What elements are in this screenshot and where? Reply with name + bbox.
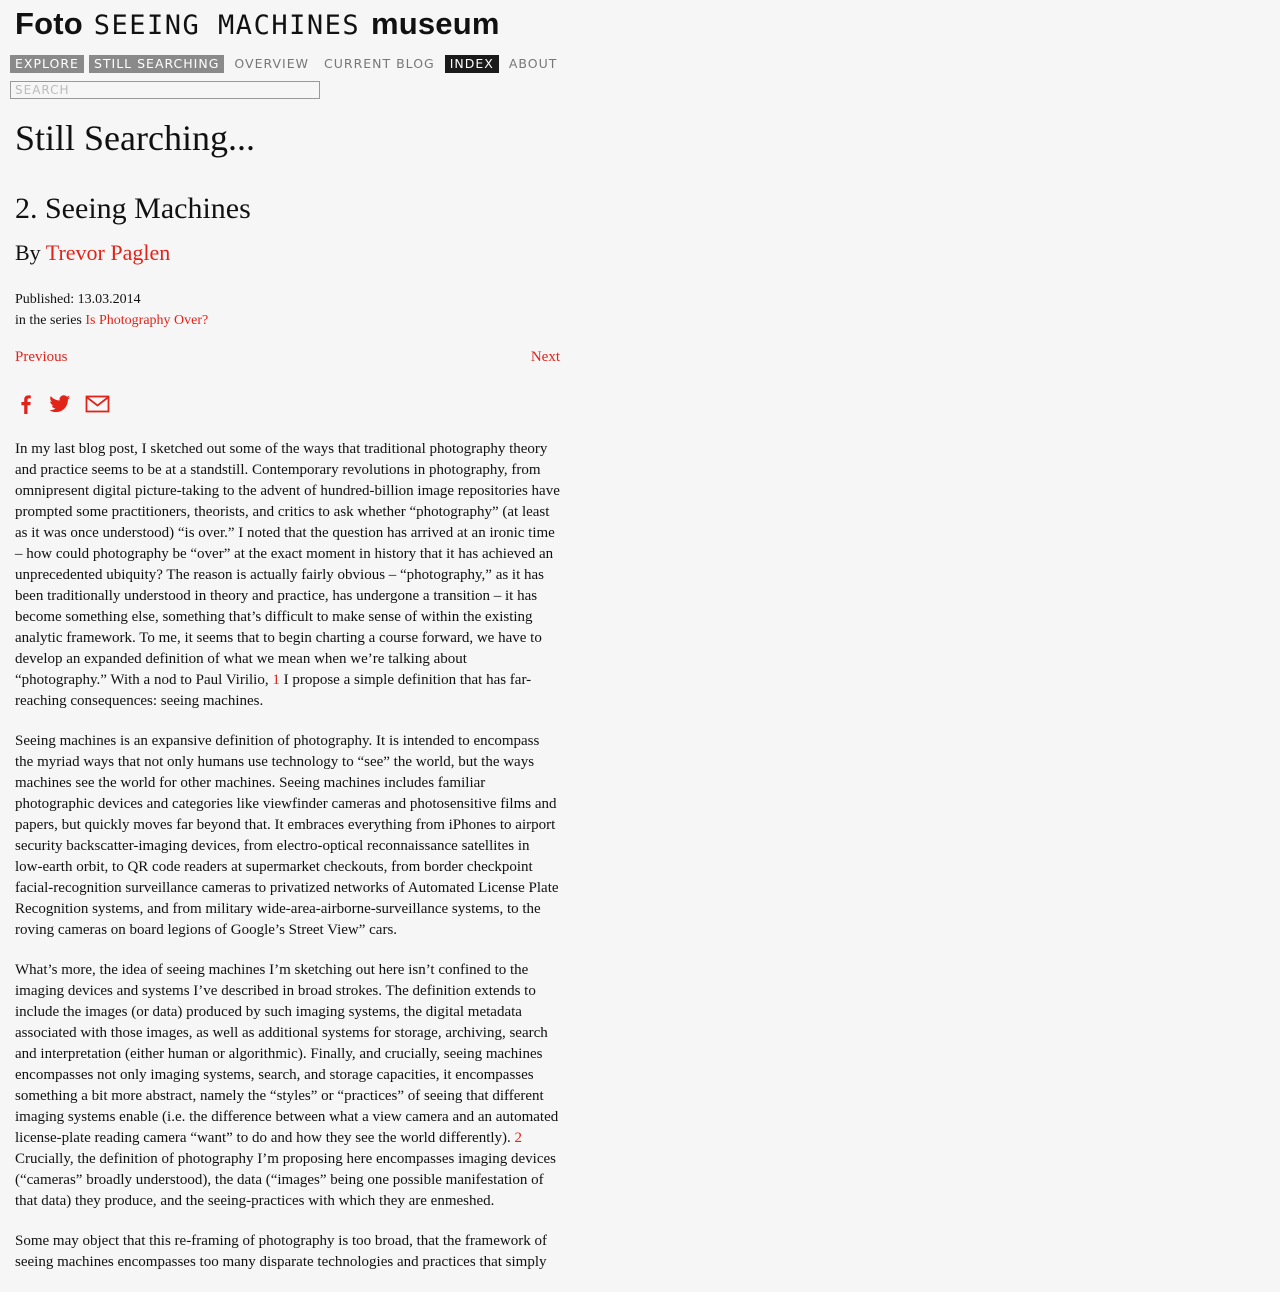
share-bar xyxy=(15,393,123,415)
email-icon[interactable] xyxy=(85,394,110,414)
paragraph-text: In my last blog post, I sketched out some of the ways that traditional photography theory and practice seems to be at a standstill. Contemporary revolutions in photography, from omnipresent digital picture-taking to the advent of hundred-billion image repositories have prompted some practitioners, theorists, and critics to ask whether “photography” (at least as it was once understood) “is over.” I noted that the question has arrived at an ironic time – how could photography be “over” at the exact moment in history that it has achieved an unprecedented ubiquity? The reason is actually fairly obvious – “photography,” as it has been traditionally understood in theory and practice, has undergone a transition – it has become something else, something that’s difficult to make sense of within the existing analytic framework. To me, it seems that to begin charting a course forward, we have to develop an expanded definition of what we mean when we’re talking about “photography.” With a nod to Paul Virilio, xyxy=(15,441,560,688)
logo-museum: museum xyxy=(370,6,500,41)
paragraph xyxy=(15,1231,560,1273)
previous-link[interactable]: Previous xyxy=(15,349,68,365)
paragraph-text: Crucially, the definition of photography I’m proposing here encompasses imaging devices (“cameras” broadly understood), the data (“images” being one possible manifestation of that data) they produce, and the seeing-practices with which they are enmeshed. xyxy=(15,1151,556,1209)
search-input[interactable] xyxy=(10,81,320,99)
paragraph-text: Seeing machines is an expansive definition of photography. It is intended to encompass the myriad ways that not only humans use technology to “see” the world, but the ways machines see the world for other machines. Seeing machines includes familiar photographic devices and categories like viewfinder cameras and photosensitive films and papers, but quickly moves far beyond that. It embraces everything from iPhones to airport security backscatter-imaging devices, from electro-optical reconnaissance satellites in low-earth orbit, to QR code readers at supermarket checkouts, from border checkpoint facial-recognition surveillance cameras to privatized networks of Automated License Plate Recognition systems, and from military wide-area-airborne-surveillance systems, to the roving cameras on board legions of Google’s Street View” cars. xyxy=(15,733,559,938)
nav-about[interactable]: ABOUT xyxy=(508,56,558,71)
post-title: 2. Seeing Machines xyxy=(15,192,251,225)
footnote-link[interactable]: 1 xyxy=(272,672,280,688)
series-line xyxy=(15,310,208,331)
series-title: Still Searching... xyxy=(15,118,255,158)
next-link[interactable]: Next xyxy=(530,349,560,365)
paragraph xyxy=(15,439,560,712)
paragraph-text: I propose a simple definition that has far-reaching consequences: seeing machines. xyxy=(15,672,532,709)
main-nav xyxy=(10,55,567,73)
article-body xyxy=(15,439,560,1292)
published-date: 13.03.2014 xyxy=(77,292,141,307)
nav-still-searching[interactable]: STILL SEARCHING xyxy=(89,55,224,73)
byline xyxy=(15,240,170,266)
by-label: By xyxy=(15,240,41,265)
facebook-icon[interactable] xyxy=(15,393,35,415)
published-label: Published: xyxy=(15,292,75,307)
post-pager xyxy=(15,349,560,366)
paragraph-text: What’s more, the idea of seeing machines I’m sketching out here isn’t confined to the imaging devices and systems I’ve described in broad strokes. The definition extends to include the images (or data) produced by such imaging systems, the digital metadata associated with those images, as well as additional systems for storage, archiving, search and interpretation (either human or algorithmic). Finally, and crucially, seeing machines encompasses not only imaging systems, search, and storage capacities, it encompasses something a bit more abstract, namely the “styles” or “practices” of seeing that different imaging systems enable (i.e. the difference between what a view camera and an automated license-plate reading camera “want” to do and how they see the world differently). xyxy=(15,962,559,1146)
nav-current-blog[interactable]: CURRENT BLOG xyxy=(324,56,435,71)
post-meta xyxy=(15,289,208,331)
paragraph-text: Some may object that this re-framing of photography is too broad, that the framework of seeing machines encompasses too many disparate technologies and practices that simply xyxy=(15,1233,547,1270)
paragraph xyxy=(15,731,560,941)
twitter-icon[interactable] xyxy=(48,393,72,415)
logo-seeing-machines: SEEING MACHINES xyxy=(93,10,361,41)
paragraph xyxy=(15,960,560,1212)
series-label: in the series xyxy=(15,313,82,328)
series-link[interactable]: Is Photography Over? xyxy=(85,313,209,328)
nav-explore[interactable]: EXPLORE xyxy=(10,55,84,73)
footnote-link[interactable]: 2 xyxy=(514,1130,523,1146)
author-link[interactable]: Trevor Paglen xyxy=(45,240,171,265)
nav-overview[interactable]: OVERVIEW xyxy=(234,56,309,71)
nav-index[interactable]: INDEX xyxy=(445,55,499,73)
site-logo[interactable] xyxy=(15,6,500,42)
logo-foto: Foto xyxy=(15,6,83,41)
published-line xyxy=(15,289,208,310)
